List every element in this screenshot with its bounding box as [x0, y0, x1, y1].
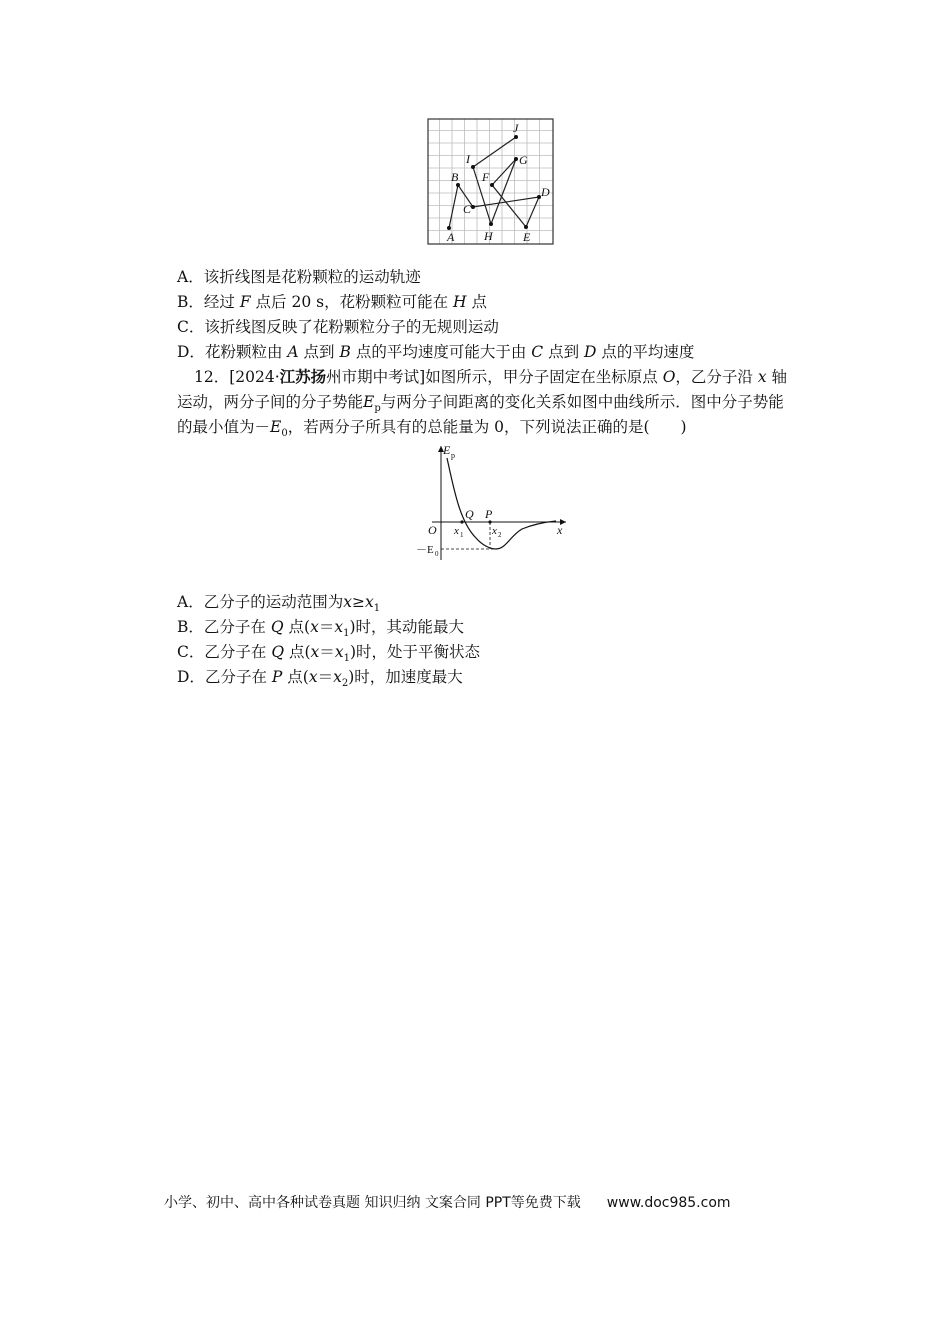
source-tag-bold: 江苏扬: [279, 368, 327, 386]
point-p-label: P: [485, 507, 493, 521]
x1-label-sub: 1: [460, 531, 464, 539]
option-text: 乙分子在: [204, 643, 267, 661]
y-axis-label: E: [443, 443, 451, 457]
variable: F: [239, 293, 251, 311]
option-text: 乙分子在: [204, 668, 267, 686]
option-text: 该折线图反映了花粉颗粒分子的无规则运动: [204, 318, 499, 336]
x2-label: x: [492, 525, 497, 537]
option-text: 点到: [548, 343, 580, 361]
variable: E: [270, 418, 282, 436]
q12-stem-line1: [194, 366, 787, 388]
source-tag: 州市期中考试]: [326, 368, 426, 386]
stem-text: ，乙分子沿: [675, 368, 753, 386]
subscript: 0: [281, 428, 288, 440]
variable: A: [287, 343, 299, 361]
variable: x: [333, 668, 342, 686]
point-label-a: A: [447, 230, 455, 244]
option-letter: B．: [177, 293, 204, 311]
min-energy-label: －E: [416, 544, 434, 556]
q11-option-d: [177, 341, 694, 363]
variable: x: [310, 643, 320, 661]
relation: ＝: [318, 618, 335, 636]
option-text: )时，其动能最大: [349, 618, 465, 636]
q11-option-a: [177, 266, 421, 288]
x-axis-label: x: [557, 523, 563, 537]
q11-option-c: [177, 316, 499, 338]
option-text: 点的平均速度可能大于由: [355, 343, 527, 361]
question-number: 12．: [194, 368, 230, 386]
point-label-e: E: [523, 230, 531, 244]
origin-label: O: [428, 523, 437, 537]
option-text: 点后 20 s，花粉颗粒可能在: [255, 293, 449, 311]
variable: x: [308, 668, 318, 686]
stem-text: 与两分子间距离的变化关系如图中曲线所示．图中分子势能: [380, 393, 784, 411]
source-tag: [2024·: [229, 368, 280, 386]
option-letter: D．: [177, 343, 205, 361]
point-label-i: I: [466, 152, 470, 166]
stem-text: ，若两分子所具有的总能量为 0，下列说法正确的是( ): [287, 418, 687, 436]
subscript: 1: [373, 603, 381, 615]
option-letter: D．: [177, 668, 205, 686]
variable: x: [310, 618, 319, 636]
variable: x: [364, 593, 374, 611]
option-text: 点(: [288, 643, 311, 661]
option-text: 点: [471, 293, 488, 311]
variable: B: [339, 343, 351, 361]
relation: ≥: [351, 593, 365, 611]
variable: P: [271, 668, 283, 686]
stem-text: 轴: [771, 368, 788, 386]
option-text: 乙分子在: [203, 618, 266, 636]
option-text: 花粉颗粒由: [204, 343, 283, 361]
subscript: 1: [343, 653, 350, 665]
min-energy-label-sub: 0: [435, 550, 439, 558]
option-text: )时，加速度最大: [348, 668, 463, 686]
y-axis-label-sub: p: [451, 451, 455, 460]
option-letter: B．: [177, 618, 204, 636]
page-footer: [164, 1192, 731, 1212]
trajectory-figure: [427, 118, 555, 246]
subscript: 1: [343, 628, 350, 640]
point-label-b: B: [451, 170, 459, 184]
variable: Q: [270, 618, 284, 636]
point-label-c: C: [463, 202, 472, 216]
option-text: 该折线图是花粉颗粒的运动轨迹: [203, 268, 421, 286]
variable: x: [343, 593, 352, 611]
relation: ＝: [317, 668, 334, 686]
point-label-f: F: [482, 170, 490, 184]
variable: E: [363, 393, 375, 411]
option-letter: C．: [177, 318, 205, 336]
variable: x: [757, 368, 767, 386]
relation: ＝: [319, 643, 335, 661]
potential-energy-graph: [414, 440, 574, 564]
variable: D: [584, 343, 597, 361]
footer-url[interactable]: www.doc985.com: [606, 1195, 731, 1211]
point-label-h: H: [484, 229, 493, 243]
q11-option-b: [177, 291, 487, 313]
option-text: 乙分子的运动范围为: [203, 593, 344, 611]
variable: C: [531, 343, 544, 361]
stem-text: 的最小值为－: [177, 418, 271, 436]
point-label-j: J: [513, 121, 519, 135]
option-text: 点的平均速度: [601, 343, 695, 361]
subscript: 2: [341, 678, 349, 690]
variable: x: [334, 643, 344, 661]
point-q-label: Q: [465, 507, 474, 521]
option-letter: A．: [177, 593, 204, 611]
variable: H: [453, 293, 467, 311]
stem-text: 运动，两分子间的分子势能: [177, 393, 364, 411]
stem-text: 如图所示，甲分子固定在坐标原点: [425, 368, 658, 386]
variable: Q: [271, 643, 285, 661]
option-letter: C．: [177, 643, 205, 661]
variable: O: [662, 368, 676, 386]
point-label-d: D: [541, 185, 550, 199]
footer-text: 小学、初中、高中各种试卷真题 知识归纳 文案合同 PPT等免费下载: [164, 1195, 581, 1211]
q12-option-d: [177, 666, 463, 695]
subscript: p: [374, 403, 381, 415]
option-text: 点(: [288, 618, 311, 636]
option-letter: A．: [177, 268, 204, 286]
option-text: 点到: [303, 343, 335, 361]
point-label-g: G: [519, 153, 528, 167]
x1-label: x: [454, 525, 459, 537]
option-text: 经过: [203, 293, 235, 311]
x2-label-sub: 2: [498, 531, 502, 539]
option-text: )时，处于平衡状态: [349, 643, 480, 661]
variable: x: [334, 618, 344, 636]
option-text: 点(: [287, 668, 309, 686]
